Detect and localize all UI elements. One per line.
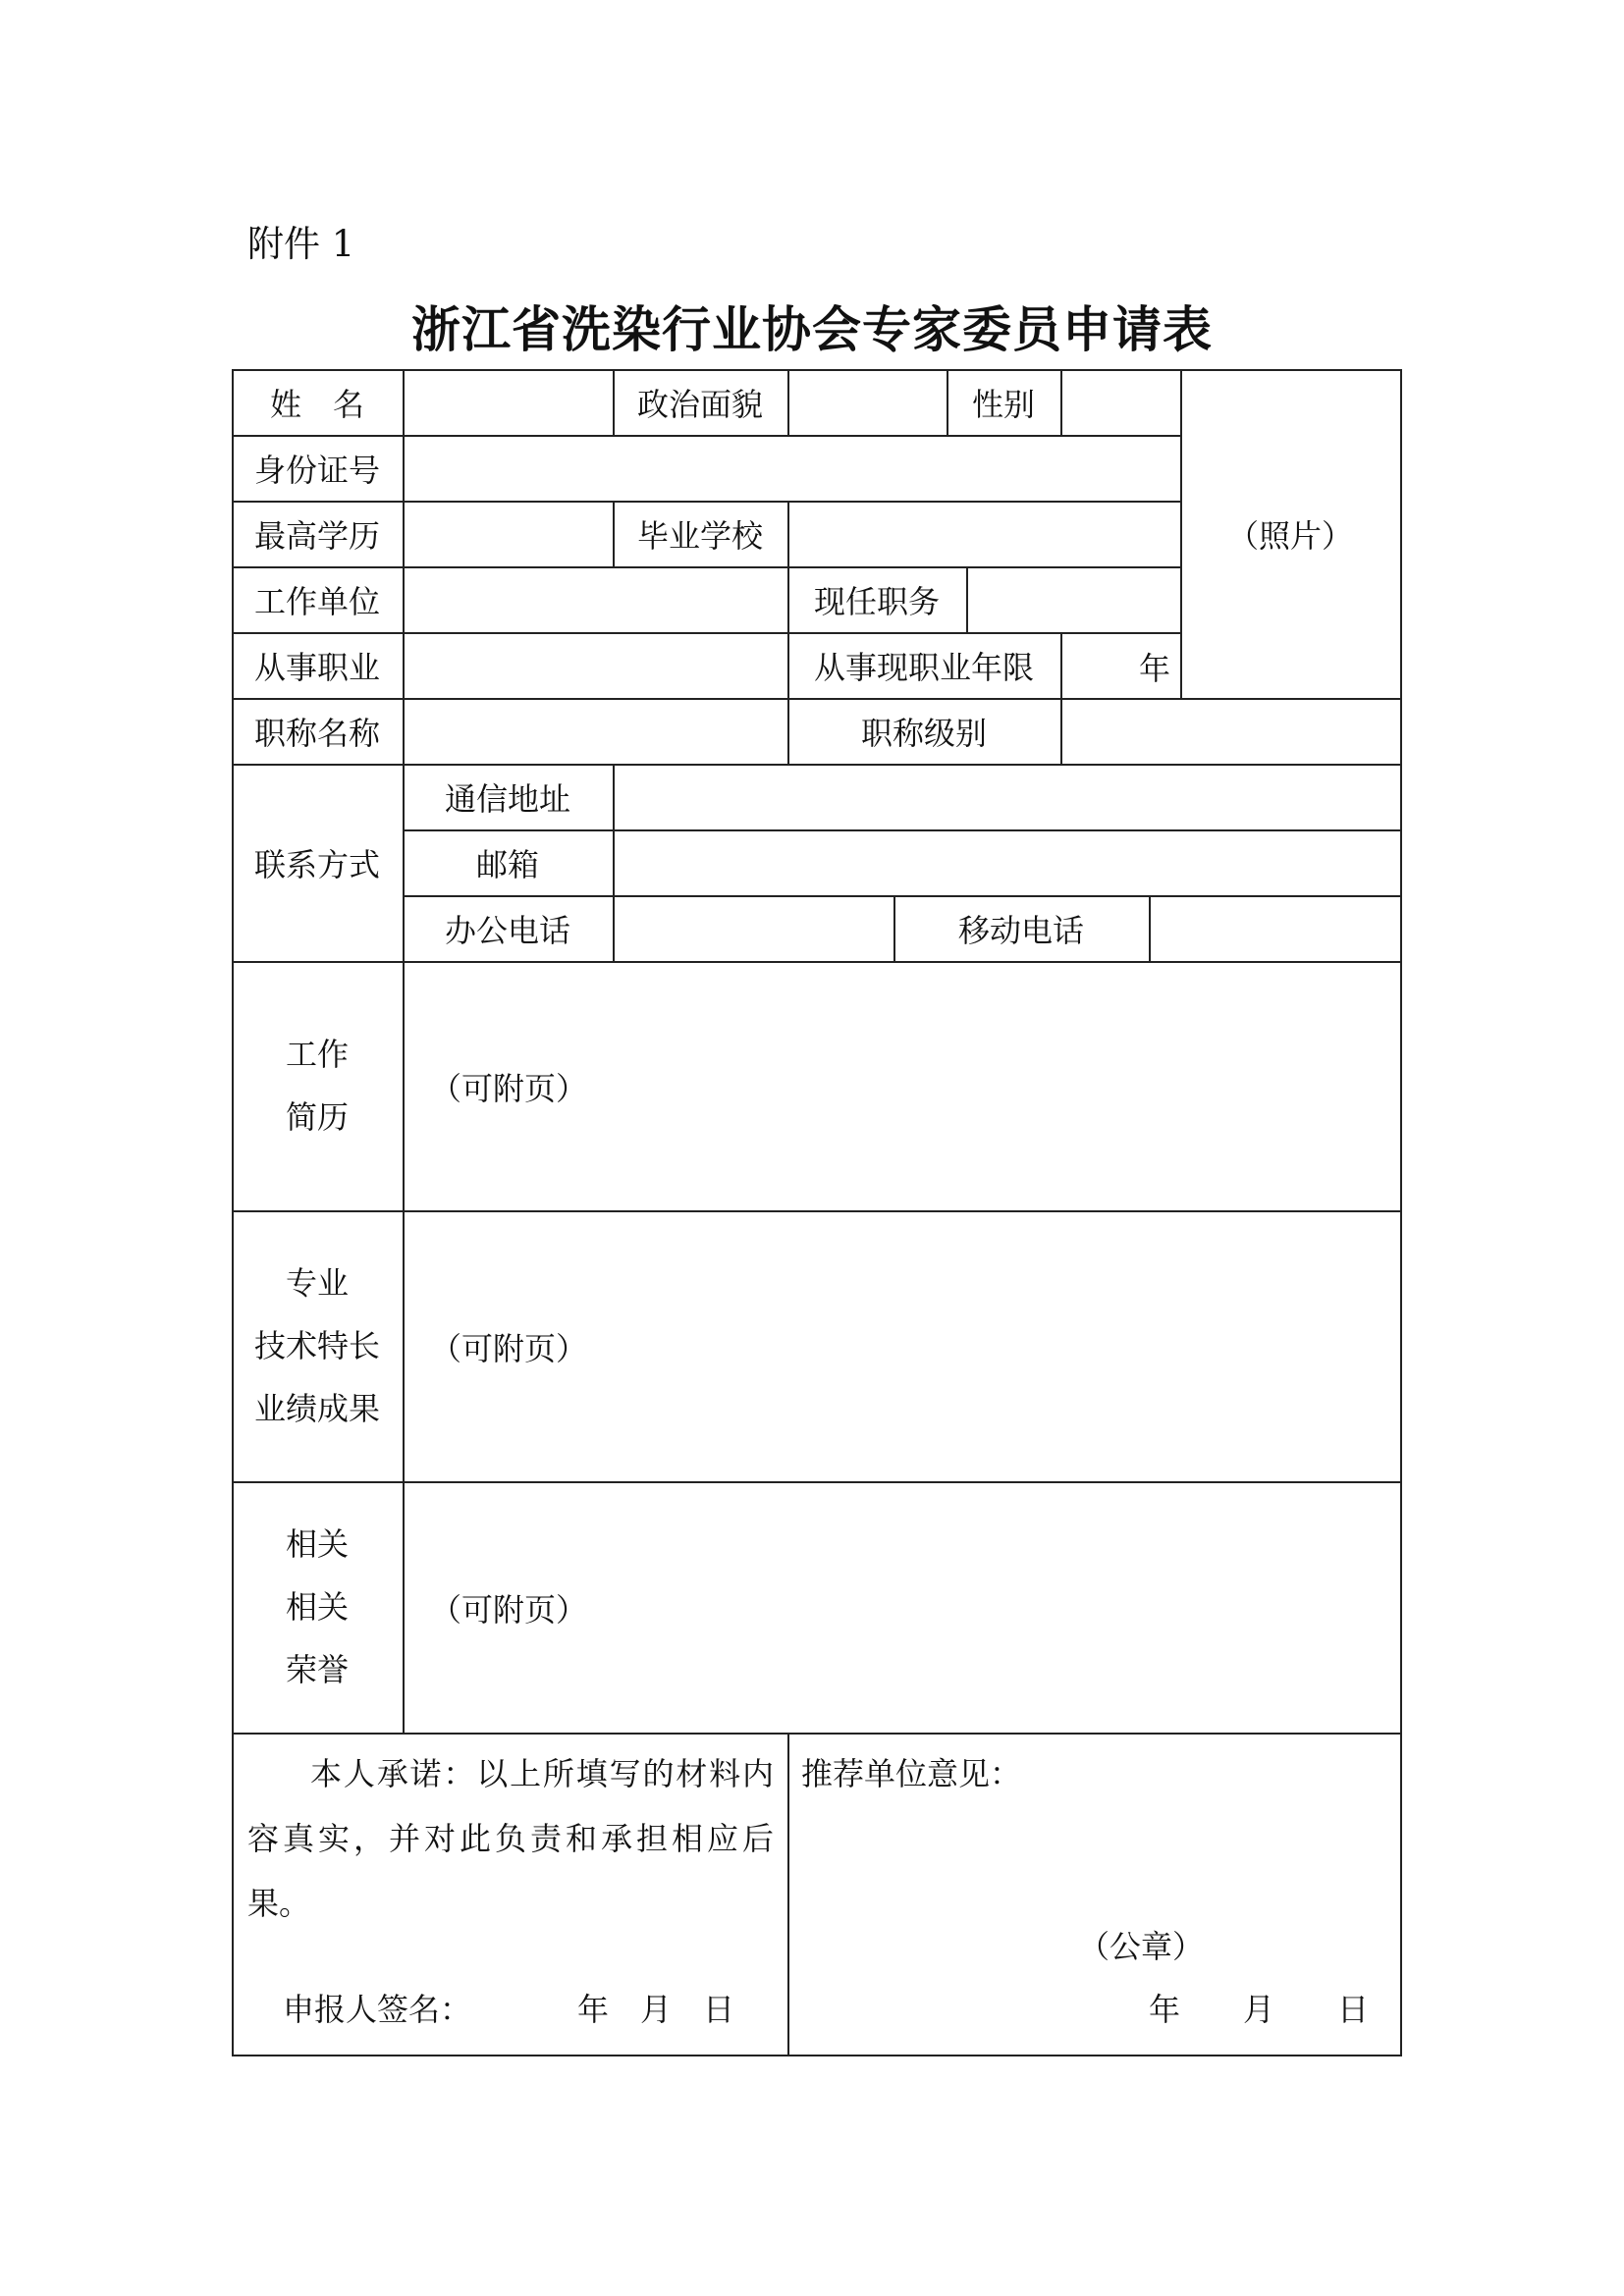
gender-label: 性别 bbox=[971, 385, 1035, 423]
mobile-label: 移动电话 bbox=[957, 911, 1084, 949]
table-border-right bbox=[1400, 369, 1402, 2056]
position-field[interactable] bbox=[968, 568, 1180, 632]
honors-label-line1: 相关 bbox=[285, 1525, 349, 1563]
education-label: 最高学历 bbox=[253, 516, 380, 555]
recommendation-label: 推荐单位意见： bbox=[801, 1755, 1022, 1792]
occupation-years-label: 从事现职业年限 bbox=[813, 648, 1034, 686]
title-level-field[interactable] bbox=[1062, 700, 1400, 764]
school-field[interactable] bbox=[789, 503, 1180, 566]
expertise-field[interactable] bbox=[405, 1212, 1400, 1481]
attachment-label: 附件 1 bbox=[247, 223, 355, 265]
occupation-years-field[interactable] bbox=[1062, 634, 1180, 698]
work-history-label-line1: 工作 bbox=[285, 1036, 349, 1073]
email-field[interactable] bbox=[615, 831, 1400, 895]
title-level-label: 职称级别 bbox=[860, 714, 987, 752]
recommendation-field[interactable] bbox=[801, 1812, 1390, 1930]
office-phone-label: 办公电话 bbox=[444, 911, 570, 949]
signature-label[interactable]: 申报人签名： bbox=[283, 1991, 472, 2028]
work-history-label bbox=[232, 961, 403, 1210]
occupation-label: 从事职业 bbox=[253, 648, 380, 686]
honors-label bbox=[232, 1481, 403, 1733]
photo-placeholder[interactable]: （照片） bbox=[1226, 516, 1353, 555]
school-label: 毕业学校 bbox=[636, 516, 763, 555]
address-label: 通信地址 bbox=[444, 779, 570, 818]
political-status-field[interactable] bbox=[789, 371, 947, 435]
work-history-field[interactable] bbox=[405, 963, 1400, 1210]
contact-label: 联系方式 bbox=[253, 845, 380, 883]
recommendation-date: 年 月 日 bbox=[1149, 1991, 1370, 2028]
work-history-label-line2: 简历 bbox=[285, 1098, 349, 1136]
office-phone-field[interactable] bbox=[615, 897, 893, 961]
table-border-bottom bbox=[232, 2055, 1402, 2056]
employer-field[interactable] bbox=[405, 568, 787, 632]
honors-note: （可附页） bbox=[430, 1591, 588, 1629]
form-title: 浙江省洗染行业协会专家委员申请表 bbox=[411, 300, 1213, 358]
education-field[interactable] bbox=[405, 503, 613, 566]
declaration-text: 本人承诺：以上所填写的材料内容真实，并对此负责和承担相应后果。 bbox=[247, 1755, 774, 1922]
title-name-field[interactable] bbox=[405, 700, 787, 764]
honors-field[interactable] bbox=[405, 1483, 1400, 1733]
employer-label: 工作单位 bbox=[253, 582, 380, 620]
expertise-label-line1: 专业 bbox=[285, 1264, 349, 1302]
email-label: 邮箱 bbox=[475, 845, 539, 883]
official-seal-label: （公章） bbox=[1078, 1928, 1205, 1965]
expertise-label-line2: 技术特长 bbox=[253, 1327, 380, 1364]
gender-field[interactable] bbox=[1062, 371, 1180, 435]
name-field[interactable] bbox=[405, 371, 613, 435]
application-form-table bbox=[232, 369, 1402, 2056]
col-divider bbox=[787, 1733, 789, 2056]
id-number-field[interactable] bbox=[405, 437, 1180, 501]
name-label: 姓 名 bbox=[269, 385, 364, 423]
honors-label-line3: 荣誉 bbox=[285, 1651, 349, 1688]
id-number-label: 身份证号 bbox=[253, 451, 380, 489]
mobile-field[interactable] bbox=[1151, 897, 1400, 961]
title-name-label: 职称名称 bbox=[253, 714, 380, 752]
political-status-label: 政治面貌 bbox=[636, 385, 763, 423]
expertise-label bbox=[232, 1210, 403, 1481]
declaration-date: 年 月 日 bbox=[577, 1991, 735, 2028]
address-field[interactable] bbox=[615, 766, 1400, 829]
honors-label-line2: 相关 bbox=[285, 1588, 349, 1626]
row-divider bbox=[232, 1733, 1402, 1735]
occupation-field[interactable] bbox=[405, 634, 787, 698]
expertise-label-line3: 业绩成果 bbox=[253, 1390, 380, 1427]
years-unit: 年 bbox=[1138, 649, 1170, 687]
expertise-note: （可附页） bbox=[430, 1330, 588, 1367]
position-label: 现任职务 bbox=[813, 582, 940, 620]
work-history-note: （可附页） bbox=[430, 1070, 588, 1107]
